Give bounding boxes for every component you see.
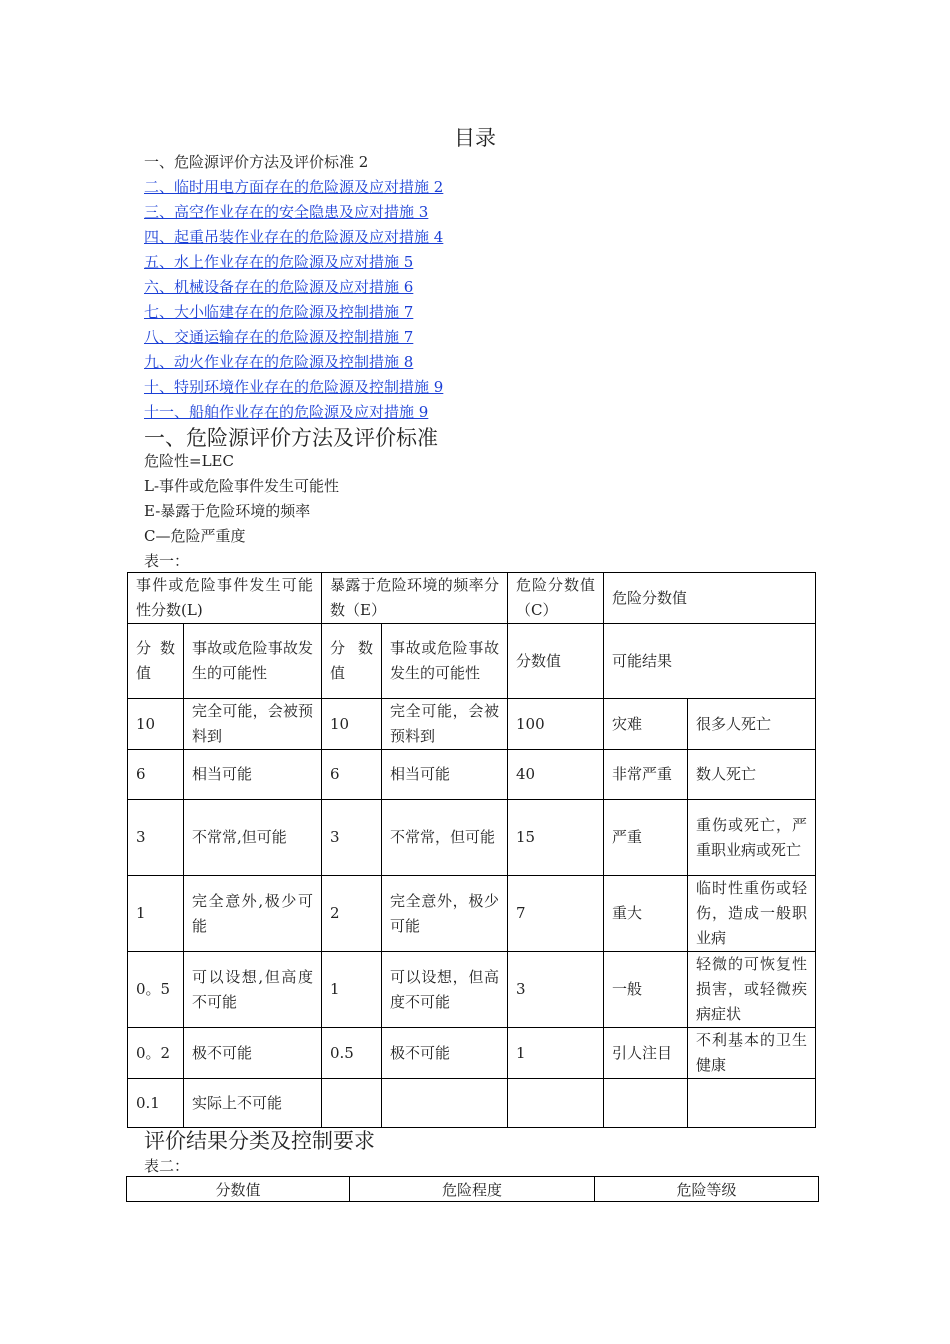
toc-link[interactable]: 六、机械设备存在的危险源及应对措施 6 bbox=[144, 278, 414, 296]
l-description: 可以设想,但高度不可能 bbox=[184, 952, 322, 1028]
possible-result: 轻微的可恢复性损害，或轻微疾病症状 bbox=[688, 952, 816, 1028]
c-value: 7 bbox=[508, 876, 604, 952]
l-value: 0。5 bbox=[128, 952, 184, 1028]
e-definition: E-暴露于危险环境的频率 bbox=[144, 502, 311, 520]
table-subheader-row bbox=[128, 624, 816, 699]
severity-level: 严重 bbox=[604, 800, 688, 876]
toc-item-10[interactable] bbox=[144, 375, 443, 400]
toc-link[interactable]: 四、起重吊装作业存在的危险源及应对措施 4 bbox=[144, 228, 444, 246]
l-description: 完全意外,极少可能 bbox=[184, 876, 322, 952]
header-danger-degree: 危险程度 bbox=[350, 1177, 595, 1202]
toc-item-1 bbox=[144, 150, 443, 175]
formula-text: 危险性=LEC bbox=[144, 452, 234, 470]
e-value: 6 bbox=[322, 750, 382, 800]
severity-level: 引人注目 bbox=[604, 1028, 688, 1079]
e-value: 3 bbox=[322, 800, 382, 876]
sub-e-value: 分数值 bbox=[322, 624, 382, 699]
e-value bbox=[322, 1079, 382, 1128]
e-description: 完全意外，极少可能 bbox=[382, 876, 508, 952]
e-description: 极不可能 bbox=[382, 1028, 508, 1079]
table-caption: 表二： bbox=[144, 1157, 190, 1175]
c-value bbox=[508, 1079, 604, 1128]
toc-link[interactable]: 八、交通运输存在的危险源及控制措施 7 bbox=[144, 328, 414, 346]
e-description: 相当可能 bbox=[382, 750, 508, 800]
sub-l-desc: 事故或危险事故发生的可能性 bbox=[184, 624, 322, 699]
l-description: 完全可能，会被预料到 bbox=[184, 699, 322, 750]
c-value: 15 bbox=[508, 800, 604, 876]
table-header-row bbox=[127, 1177, 819, 1202]
table-row bbox=[128, 750, 816, 800]
l-description: 极不可能 bbox=[184, 1028, 322, 1079]
sub-result: 可能结果 bbox=[604, 624, 816, 699]
e-description: 完全可能，会被预料到 bbox=[382, 699, 508, 750]
table-row bbox=[128, 1028, 816, 1079]
toc-link[interactable]: 十一、船舶作业存在的危险源及应对措施 9 bbox=[144, 403, 429, 421]
severity-level: 非常严重 bbox=[604, 750, 688, 800]
sub-c-value: 分数值 bbox=[508, 624, 604, 699]
header-danger-grade: 危险等级 bbox=[595, 1177, 819, 1202]
e-value: 0.5 bbox=[322, 1028, 382, 1079]
table-row bbox=[128, 952, 816, 1028]
toc-link[interactable]: 九、动火作业存在的危险源及控制措施 8 bbox=[144, 353, 414, 371]
header-score: 危险分数值 bbox=[604, 573, 816, 624]
classification-table bbox=[126, 1176, 819, 1202]
section-heading: 一、危险源评价方法及评价标准 bbox=[144, 426, 438, 450]
toc-item-9[interactable] bbox=[144, 350, 443, 375]
toc-item-5[interactable] bbox=[144, 250, 443, 275]
toc-link[interactable]: 三、高空作业存在的安全隐患及应对措施 3 bbox=[144, 203, 429, 221]
severity-level bbox=[604, 1079, 688, 1128]
sub-l-value: 分数值 bbox=[128, 624, 184, 699]
l-value: 0。2 bbox=[128, 1028, 184, 1079]
table-of-contents bbox=[144, 150, 443, 425]
e-value: 1 bbox=[322, 952, 382, 1028]
l-description: 不常常,但可能 bbox=[184, 800, 322, 876]
c-value: 40 bbox=[508, 750, 604, 800]
c-value: 3 bbox=[508, 952, 604, 1028]
possible-result: 临时性重伤或轻伤，造成一般职业病 bbox=[688, 876, 816, 952]
l-value: 10 bbox=[128, 699, 184, 750]
table-row bbox=[128, 876, 816, 952]
toc-item-4[interactable] bbox=[144, 225, 443, 250]
l-description: 相当可能 bbox=[184, 750, 322, 800]
e-description: 不常常，但可能 bbox=[382, 800, 508, 876]
severity-level: 重大 bbox=[604, 876, 688, 952]
table-row bbox=[128, 800, 816, 876]
c-definition: C—危险严重度 bbox=[144, 527, 246, 545]
header-l: 事件或危险事件发生可能性分数(L) bbox=[128, 573, 322, 624]
toc-link[interactable]: 二、临时用电方面存在的危险源及应对措施 2 bbox=[144, 178, 444, 196]
possible-result: 很多人死亡 bbox=[688, 699, 816, 750]
table-row bbox=[128, 699, 816, 750]
c-value: 100 bbox=[508, 699, 604, 750]
e-description bbox=[382, 1079, 508, 1128]
toc-item-2[interactable] bbox=[144, 175, 443, 200]
l-description: 实际上不可能 bbox=[184, 1079, 322, 1128]
c-value: 1 bbox=[508, 1028, 604, 1079]
e-description: 可以设想，但高度不可能 bbox=[382, 952, 508, 1028]
l-value: 0.1 bbox=[128, 1079, 184, 1128]
l-value: 3 bbox=[128, 800, 184, 876]
toc-item-7[interactable] bbox=[144, 300, 443, 325]
possible-result bbox=[688, 1079, 816, 1128]
l-value: 6 bbox=[128, 750, 184, 800]
toc-link[interactable]: 十、特别环境作业存在的危险源及控制措施 9 bbox=[144, 378, 444, 396]
l-value: 1 bbox=[128, 876, 184, 952]
toc-item-6[interactable] bbox=[144, 275, 443, 300]
subsection-heading: 评价结果分类及控制要求 bbox=[144, 1129, 375, 1153]
lec-evaluation-table bbox=[127, 572, 816, 1128]
sub-e-desc: 事故或危险事故发生的可能性 bbox=[382, 624, 508, 699]
e-value: 2 bbox=[322, 876, 382, 952]
possible-result: 重伤或死亡，严重职业病或死亡 bbox=[688, 800, 816, 876]
header-score-value: 分数值 bbox=[127, 1177, 350, 1202]
e-value: 10 bbox=[322, 699, 382, 750]
possible-result: 不利基本的卫生健康 bbox=[688, 1028, 816, 1079]
l-definition: L-事件或危险事件发生可能性 bbox=[144, 477, 340, 495]
severity-level: 灾难 bbox=[604, 699, 688, 750]
toc-link[interactable]: 七、大小临建存在的危险源及控制措施 7 bbox=[144, 303, 414, 321]
toc-link[interactable]: 五、水上作业存在的危险源及应对措施 5 bbox=[144, 253, 414, 271]
toc-item-3[interactable] bbox=[144, 200, 443, 225]
toc-item-8[interactable] bbox=[144, 325, 443, 350]
toc-item-label: 一、危险源评价方法及评价标准 2 bbox=[144, 153, 369, 171]
table-row bbox=[128, 1079, 816, 1128]
table-caption: 表一： bbox=[144, 552, 190, 570]
possible-result: 数人死亡 bbox=[688, 750, 816, 800]
header-c: 危险分数值（C） bbox=[508, 573, 604, 624]
toc-title: 目录 bbox=[454, 126, 496, 150]
header-e: 暴露于危险环境的频率分数（E） bbox=[322, 573, 508, 624]
severity-level: 一般 bbox=[604, 952, 688, 1028]
table-header-row bbox=[128, 573, 816, 624]
